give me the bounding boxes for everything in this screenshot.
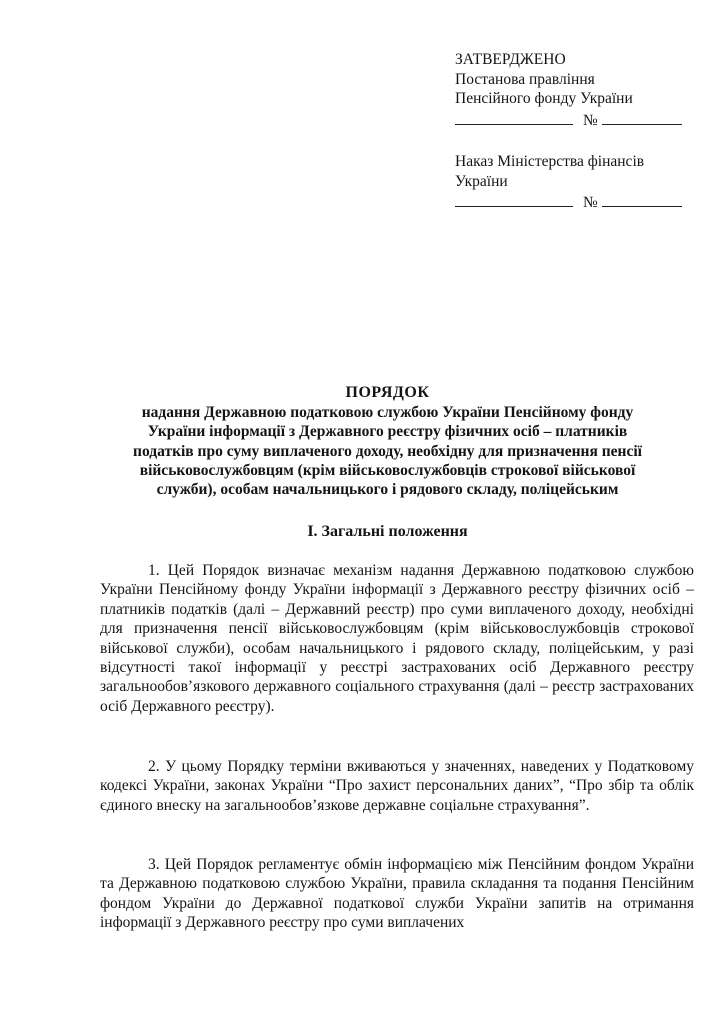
resolution-line-1: Постанова правління: [455, 70, 595, 88]
title-line: служби), особам начальницького і рядового складу, поліцейським: [156, 481, 619, 499]
order-number-blank: [602, 192, 682, 207]
paragraph-1: 1. Цей Порядок визначає механізм надання Державною податковою службою України Пенсійному фонду України інформації з Державного реєстру фізичних осіб – платників податків (далі – Державний реєстр) про суми виплаченого доходу, необхідні для призначення пенсії військовослужбовцям (крім військовослужбовців строкової військової служби), особам начальницького і рядового складу, поліцейським, у разі відсутності такої інформації у реєстрі застрахованих осіб Державного реєстру загальнообов’язкового державного соціального страхування (далі – реєстр застрахованих осіб Державного реєстру).: [100, 562, 694, 715]
approved-stamp: ЗАТВЕРДЖЕНО: [455, 51, 566, 68]
section-heading: І. Загальні положення: [307, 523, 468, 540]
title-line: військовослужбовцям (крім військовослужбовців строкової військової: [139, 461, 636, 479]
order-line-2: України: [455, 172, 508, 190]
resolution-number-blank: [602, 110, 682, 125]
resolution-date-blank: [455, 110, 573, 125]
order-number-sign: №: [583, 194, 598, 211]
paragraph-3: 3. Цей Порядок регламентує обмін інформацією між Пенсійним фондом України та Державною податковою службою України, правила складання та подання Пенсійним фондом України до Державної податкової служби України запитів на отримання інформації з Державного реєстру про суми виплачених: [100, 856, 694, 932]
title-main: ПОРЯДОК: [345, 384, 430, 401]
resolution-number-line: [455, 110, 705, 131]
order-date-blank: [455, 192, 573, 207]
title-line: податків про суму виплаченого доходу, необхідну для призначення пенсії: [133, 442, 642, 460]
paragraph-2: 2. У цьому Порядку терміни вживаються у значеннях, наведених у Податковому кодексі України, законах України “Про захист персональних даних”, “Про збір та облік єдиного внеску на загальнообов’язкове державне соціальне страхування”.: [100, 758, 694, 814]
document-title: [100, 383, 675, 499]
order-number-line: [455, 192, 705, 213]
order-line-1: Наказ Міністерства фінансів: [455, 153, 645, 170]
title-line: України інформації з Державного реєстру фізичних осіб – платників: [147, 423, 628, 441]
resolution-line-2: Пенсійного фонду України: [455, 90, 633, 107]
approval-block: [455, 50, 705, 213]
title-line: надання Державною податковою службою України Пенсійному фонду: [141, 404, 634, 422]
resolution-number-sign: №: [583, 111, 598, 129]
